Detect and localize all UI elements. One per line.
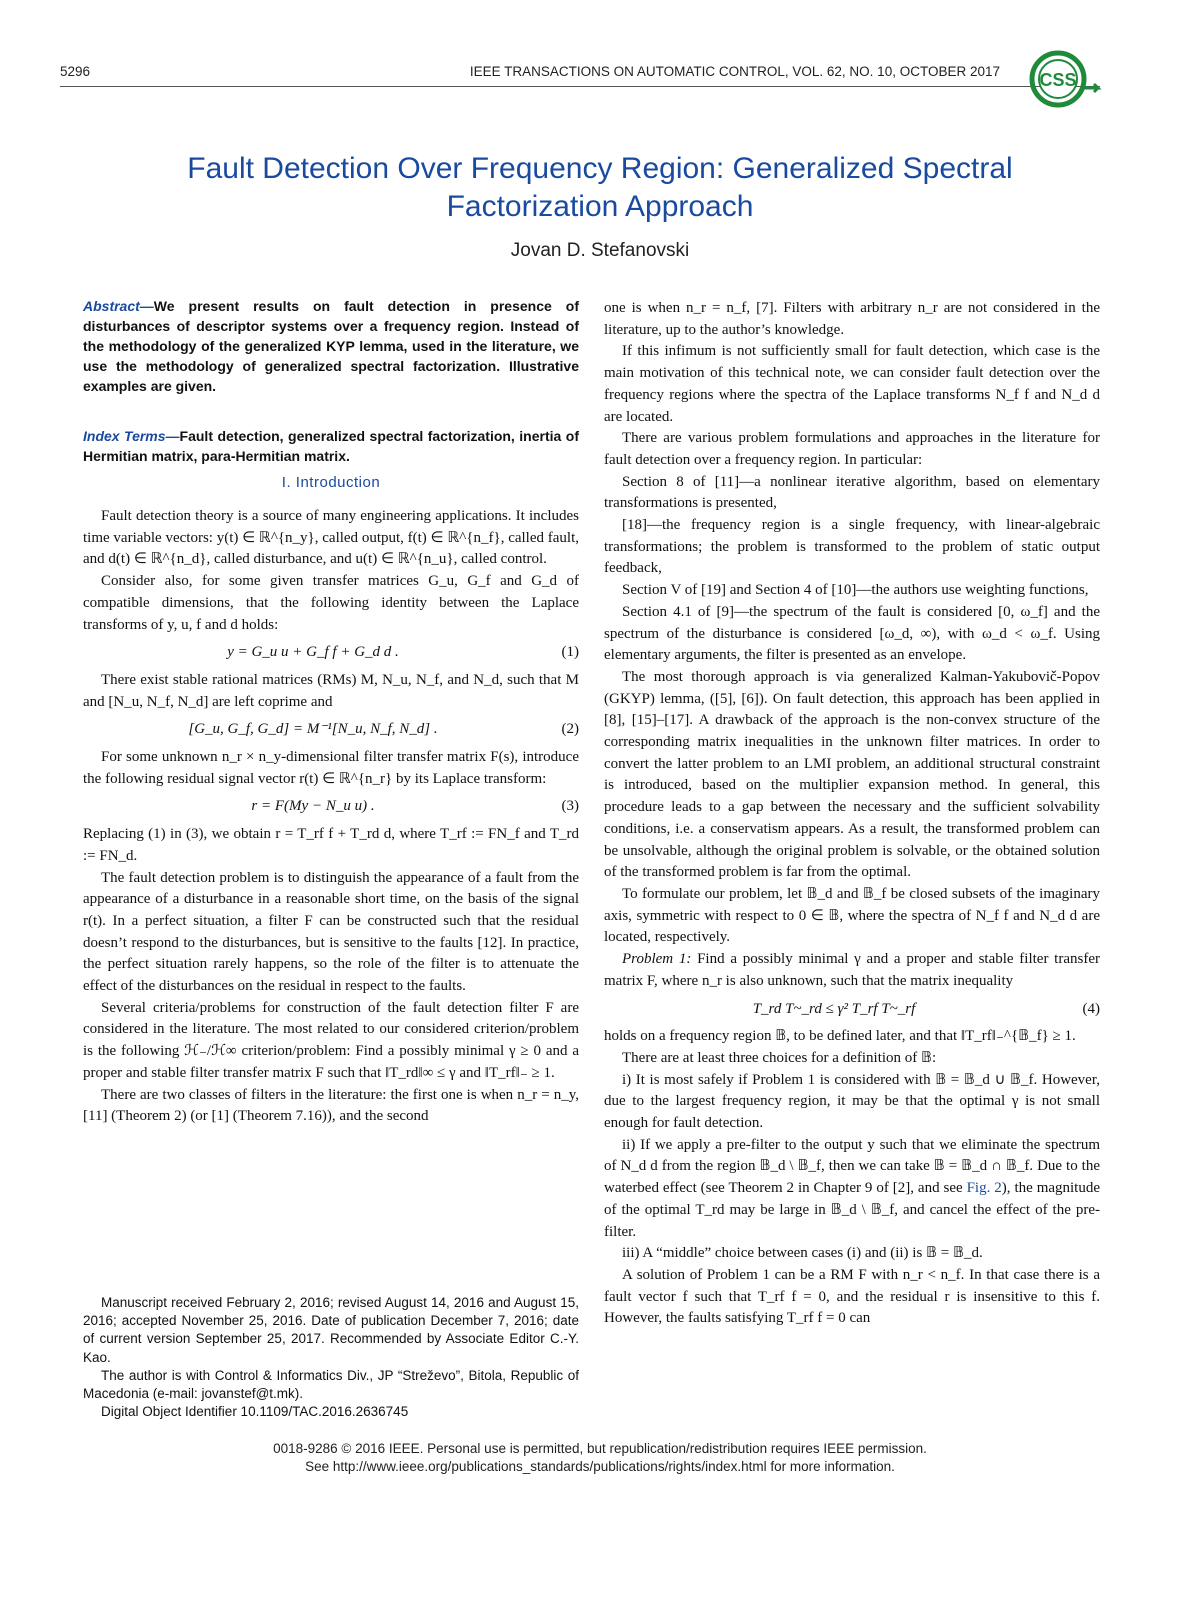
index-terms-lead: Index Terms— <box>83 428 180 444</box>
journal-header: IEEE TRANSACTIONS ON AUTOMATIC CONTROL, VOL. 62, NO. 10, OCTOBER 2017 <box>469 64 1000 79</box>
footnote-affiliation: The author is with Control & Informatics Div., JP “Streževo”, Bitola, Republic of Macedonia (e-mail: jovanstef@t.mk). <box>83 1367 579 1402</box>
equation-number: (1) <box>561 644 579 661</box>
footnote <box>83 1294 579 1421</box>
paragraph: [18]—the frequency region is a single frequency, with linear-algebraic transformations; the problem is transformed to the problem of static output feedback, <box>604 517 1100 577</box>
section-heading: I. Introduction <box>281 474 381 491</box>
paragraph: For some unknown n_r × n_y-dimensional filter transfer matrix F(s), introduce the following residual signal vector r(t) ∈ ℝ^{n_r} by its Laplace transform: <box>83 749 579 787</box>
equation-1 <box>83 636 579 670</box>
figure-link[interactable]: Fig. 2 <box>966 1180 1002 1197</box>
paragraph: There exist stable rational matrices (RMs) M, N_u, N_f, and N_d, such that M and [N_u, N_f, N_d] are left coprime and <box>83 671 579 710</box>
problem-text: Find a possibly minimal γ and a proper and stable filter transfer matrix F, where n_r is also unknown, such that the matrix inequality <box>604 951 1100 989</box>
equation-body: T_rd T~_rd ≤ γ² T_rf T~_rf <box>752 1000 916 1017</box>
copyright-notice <box>60 1440 1140 1476</box>
page-number: 5296 <box>60 64 91 79</box>
footnote-manuscript: Manuscript received February 2, 2016; revised August 14, 2016 and August 15, 2016; accepted November 25, 2016. Date of publication December 7, 2016; date of current version September 25, 2017. Recommended by Associate Editor C.-Y. Kao. <box>83 1295 579 1365</box>
paragraph: Section V of [19] and Section 4 of [10]—the authors use weighting functions, <box>622 582 1089 599</box>
equation-body: [G_u, G_f, G_d] = M⁻¹[N_u, N_f, N_d] . <box>188 721 438 738</box>
paragraph: Fault detection theory is a source of many engineering applications. It includes time variable vectors: y(t) ∈ ℝ^{n_y}, called output, f(t) ∈ ℝ^{n_f}, called fault, and d(t) ∈ ℝ^{n_d}, called disturbance, and u(t) ∈ ℝ^{n_u}, called control. <box>83 508 579 568</box>
paragraph: The fault detection problem is to distinguish the appearance of a fault from the appearance of a disturbance in a reasonable short time, on the basis of the signal r(t). In a perfect situation, a filter F can be constructed such that the residual doesn’t respond to the disturbances, but is sensitive to the faults [12]. In practice, the perfect situation rarely happens, so the role of the filter is to attenuate the effect of the disturbances on the residual in respect to the faults. <box>83 869 579 995</box>
header-rule <box>60 86 1100 87</box>
paragraph: Section 8 of [11]—a nonlinear iterative algorithm, based on elementary transformations is presented, <box>604 473 1100 512</box>
paragraph <box>604 1135 1100 1244</box>
equation-number: (3) <box>561 798 579 815</box>
paragraph: Replacing (1) in (3), we obtain r = T_rf f + T_rd d, where T_rf := FN_f and T_rd := FN_d. <box>83 826 579 864</box>
footnote-doi: Digital Object Identifier 10.1109/TAC.2016.2636745 <box>101 1404 409 1420</box>
title-line-2: Factorization Approach <box>446 190 754 223</box>
paragraph: iii) A “middle” choice between cases (i) and (ii) is 𝔹 = 𝔹_d. <box>622 1245 983 1262</box>
equation-4 <box>604 993 1100 1027</box>
css-logo-icon <box>1024 48 1102 110</box>
paragraph: There are various problem formulations and approaches in the literature for fault detection over a frequency region. In particular: <box>604 430 1100 468</box>
paragraph-part: ), the magnitude of the optimal T_rd may be large in 𝔹_d \ 𝔹_f, and cancel the effect of the pre-filter. <box>604 1180 1101 1240</box>
problem-lead: Problem 1: <box>622 951 692 968</box>
equation-3 <box>83 790 579 824</box>
abstract <box>83 296 579 396</box>
paragraph: There are two classes of filters in the literature: the first one is when n_r = n_y, [11] (Theorem 2) (or [1] (Theorem 7.16)), and the second <box>83 1086 579 1125</box>
abstract-text: We present results on fault detection in presence of disturbances of descriptor systems over a frequency region. Instead of the methodology of the generalized KYP lemma, used in the literature, we use the methodology of generalized spectral factorization. Illustrative examples are given. <box>83 298 579 394</box>
paragraph: Several criteria/problems for construction of the fault detection filter F are considered in the literature. The most related to our considered criterion/problem is the following ℋ₋/ℋ∞ criterion/problem: Find a possibly minimal γ ≥ 0 and a proper and stable filter transfer matrix F such that ‖T_rd‖∞ ≤ γ and ‖T_rf‖₋ ≥ 1. <box>83 999 579 1081</box>
copyright-line-1: 0018-9286 © 2016 IEEE. Personal use is permitted, but republication/redistribution requires IEEE permission. <box>273 1441 927 1456</box>
equation-2 <box>83 713 579 747</box>
paragraph: holds on a frequency region 𝔹, to be defined later, and that ‖T_rf‖₋^{𝔹_f} ≥ 1. <box>604 1028 1076 1045</box>
abstract-lead: Abstract— <box>83 298 154 314</box>
equation-number: (2) <box>561 721 579 738</box>
paragraph-part: ii) If we apply a pre-filter to the output y such that we eliminate the spectrum of N_d d from the region 𝔹_d \ 𝔹_f, then we can take 𝔹 = 𝔹_d ∩ 𝔹_f. Due to the waterbed effect (see Theorem 2 in Chapter 9 of [2], and see <box>604 1136 1100 1197</box>
index-terms <box>83 426 579 466</box>
paragraph: There are at least three choices for a definition of 𝔹: <box>622 1049 937 1066</box>
paragraph: i) It is most safely if Problem 1 is considered with 𝔹 = 𝔹_d ∪ 𝔹_f. However, due to the largest frequency region, it may be that the optimal γ is not small enough for fault detection. <box>604 1071 1100 1132</box>
copyright-line-2: See http://www.ieee.org/publications_standards/publications/rights/index.html for more information. <box>305 1459 895 1474</box>
paragraph: The most thorough approach is via generalized Kalman-Yakubovič-Popov (GKYP) lemma, ([5], [6]). On fault detection, this approach has been applied in [8], [15]–[17]. A drawback of the approach is the non-convex structure of the corresponding matrix inequalities in the unknown filter matrices. In order to convert the latter problem to an LMI problem, an additional structural constraint is introduced, based on the multiplier expansion method. In general, this procedure leads to a gap between the necessary and the sufficient solvability conditions, i.e. a conservatism appears. As a result, the transformed problem can be unsolvable, although the original problem is solvable, or the obtained solution of the transformed problem is far from the optimal. <box>604 668 1100 881</box>
title-line-1: Fault Detection Over Frequency Region: Generalized Spectral <box>187 152 1013 185</box>
left-column <box>83 506 579 1128</box>
logo-text: CSS <box>1039 70 1077 90</box>
author: Jovan D. Stefanovski <box>510 240 690 261</box>
paragraph: one is when n_r = n_f, [7]. Filters with arbitrary n_r are not considered in the literature, up to the author’s knowledge. <box>604 300 1100 338</box>
problem-statement <box>604 949 1100 992</box>
index-terms-text: Fault detection, generalized spectral factorization, inertia of Hermitian matrix, para-Hermitian matrix. <box>83 428 579 464</box>
paragraph: To formulate our problem, let 𝔹_d and 𝔹_f be closed subsets of the imaginary axis, symmetric with respect to 0 ∈ 𝔹, where the spectra of N_f f and N_d d are located, respectively. <box>604 885 1100 946</box>
paragraph: If this infimum is not sufficiently small for fault detection, which case is the main motivation of this technical note, we can consider fault detection over the frequency regions where the spectra of the Laplace transforms N_f f and N_d d are located. <box>604 343 1100 425</box>
right-column <box>604 298 1100 1330</box>
paper-title <box>100 150 1100 226</box>
equation-body: y = G_u u + G_f f + G_d d . <box>227 644 399 661</box>
equation-body: r = F(My − N_u u) . <box>251 798 375 815</box>
equation-number: (4) <box>1082 1000 1100 1017</box>
paragraph: Section 4.1 of [9]—the spectrum of the fault is considered [0, ω_f] and the spectrum of the disturbance is considered [ω_d, ∞), with ω_d < ω_f. Using elementary arguments, the filter is presented as an envelope. <box>604 603 1100 664</box>
paragraph: A solution of Problem 1 can be a RM F with n_r < n_f. In that case there is a fault vector f such that T_rf f = 0, and the residual r is insensitive to this f. However, the faults satisfying T_rf f = 0 can <box>604 1266 1100 1327</box>
paragraph: Consider also, for some given transfer matrices G_u, G_f and G_d of compatible dimensions, that the following identity between the Laplace transforms of y, u, f and d holds: <box>83 573 579 633</box>
